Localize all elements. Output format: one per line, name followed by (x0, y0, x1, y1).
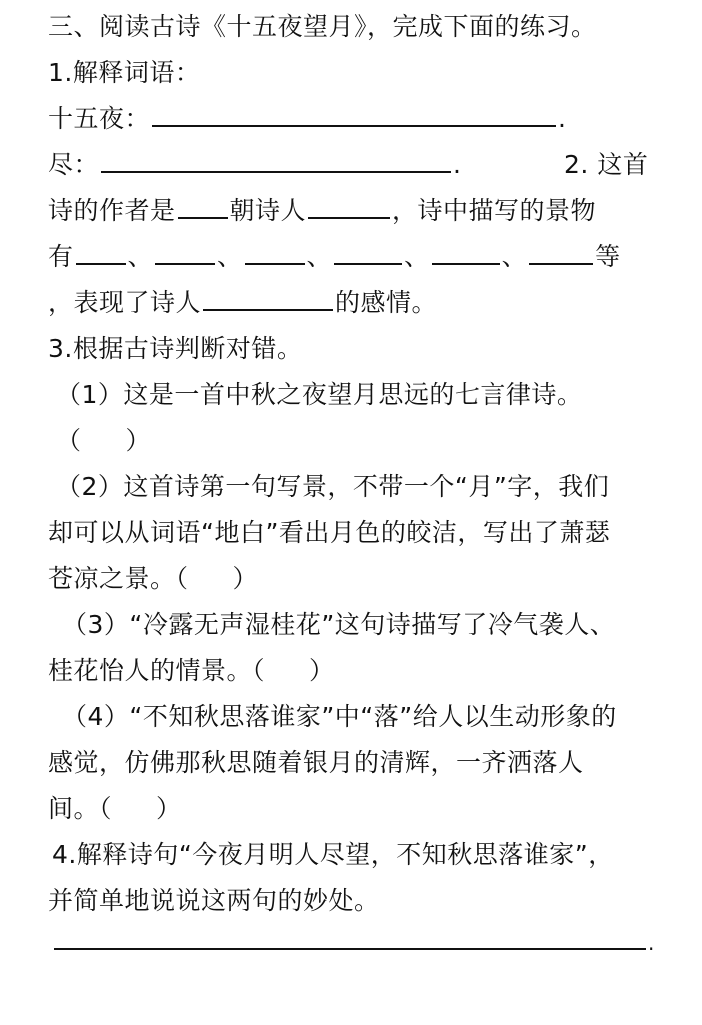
scenery-blank[interactable] (155, 241, 215, 265)
answer-line[interactable] (54, 948, 646, 950)
q2-row-2 (48, 240, 621, 274)
q3-item-2-line-3 (48, 562, 258, 596)
q2-text: 有 (48, 242, 74, 271)
q3-item-text: 却可以从词语“地白”看出月色的皎洁，写出了萧瑟 (48, 518, 611, 547)
q3-item-text: （3）“冷露无声湿桂花”这句诗描写了冷气袭人、 (62, 610, 616, 639)
q2-text: 诗的作者是 (48, 196, 176, 225)
q3-item-1-answer (56, 424, 151, 458)
q1-term-1-row (48, 102, 566, 136)
q1-term-2-row (48, 148, 658, 182)
q2-text: ，诗中描写的景物 (392, 196, 597, 225)
section-title (48, 10, 597, 44)
q1-label-text: 1.解释词语： (48, 58, 201, 87)
q3-item-4 (62, 700, 617, 734)
q3-item-text: （4）“不知秋思落谁家”中“落”给人以生动形象的 (62, 702, 617, 731)
q3-item-1 (56, 378, 582, 412)
section-title-text: 三、阅读古诗《十五夜望月》，完成下面的练习。 (48, 12, 597, 41)
separator: 、 (306, 242, 333, 271)
q2-text: 的感情。 (335, 288, 438, 317)
q2-row-3 (48, 286, 437, 320)
q2-text: 这首 (597, 150, 649, 179)
q2-row-1 (48, 194, 596, 228)
answer-line-period (648, 926, 655, 960)
q2-text: 朝诗人 (229, 196, 307, 225)
poet-blank[interactable] (308, 195, 390, 219)
question-3-label (48, 332, 302, 366)
question-4-line-2 (48, 884, 380, 918)
question-4-line-1 (52, 838, 614, 872)
q3-item-2 (56, 470, 609, 504)
paren-close: ） (125, 426, 152, 455)
q3-item-text: 间。（ (48, 794, 113, 823)
q4-text: 4.解释诗句“今夜月明人尽望，不知秋思落谁家”， (52, 840, 614, 869)
scenery-blank[interactable] (245, 241, 305, 265)
q3-item-text: （1）这是一首中秋之夜望月思远的七言律诗。 (56, 380, 583, 409)
q3-label-text: 3.根据古诗判断对错。 (48, 334, 303, 363)
paren-open: （ (56, 426, 82, 455)
period: . (558, 104, 567, 133)
feeling-blank[interactable] (203, 287, 333, 311)
q3-item-text: 苍凉之景。（ (48, 564, 189, 593)
scenery-blank[interactable] (432, 241, 500, 265)
dynasty-blank[interactable] (178, 195, 228, 219)
q4-text: 并简单地说说这两句的妙处。 (48, 886, 380, 915)
separator: 、 (501, 242, 528, 271)
q3-item-text: （2）这首诗第一句写景，不带一个“月”字，我们 (56, 472, 610, 501)
paren-close: ） (309, 656, 335, 685)
paren-close: ） (156, 794, 182, 823)
q3-item-text: 桂花怡人的情景。（ (48, 656, 266, 685)
q2-text: ，表现了诗人 (48, 288, 202, 317)
scenery-blank[interactable] (529, 241, 593, 265)
q3-item-text: 感觉，仿佛那秋思随着银月的清辉，一齐洒落人 (48, 748, 584, 777)
q2-number: 2. (564, 150, 589, 179)
period: . (648, 931, 655, 955)
separator: 、 (404, 242, 430, 271)
paren-close: ） (232, 564, 259, 593)
q1-term-1: 十五夜： (48, 104, 151, 133)
q3-item-3 (62, 608, 615, 642)
scenery-blank[interactable] (334, 241, 402, 265)
q2-start (564, 148, 648, 182)
separator: 、 (127, 242, 154, 271)
q3-item-2-line-2 (48, 516, 610, 550)
answer-blank[interactable] (152, 103, 556, 127)
answer-blank[interactable] (101, 149, 451, 173)
q1-term-2: 尽： (48, 150, 100, 179)
q2-text: 等 (595, 242, 621, 271)
q3-item-3-line-2 (48, 654, 335, 688)
period: . (453, 150, 462, 179)
scenery-blank[interactable] (76, 241, 126, 265)
q3-item-4-line-2 (48, 746, 584, 780)
q3-item-4-line-3 (48, 792, 182, 826)
separator: 、 (217, 242, 243, 271)
question-1-label (48, 56, 200, 90)
